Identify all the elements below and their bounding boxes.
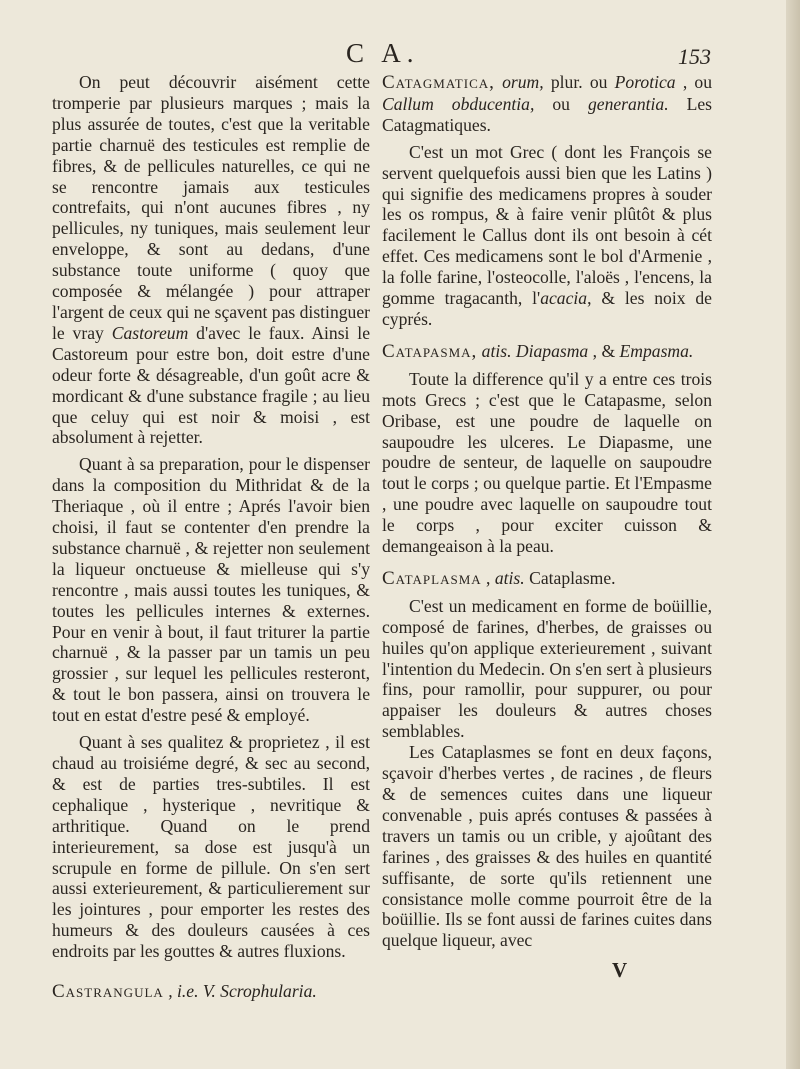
entry-text: , &: [592, 340, 616, 361]
running-header: C A.: [346, 38, 420, 68]
italic-term: atis.: [494, 567, 525, 588]
paragraph-text: On peut découvrir aisément cette tromperie par plusieurs marques ; mais la plus assurée de toutes, c'est que la veritable partie charnuë des testicules est remplie de fibres, & de pellicules naturelles, ce qui ne se rencontre jamais aux testicules contrefaits, qui n'ont aucunes fibres , ny pellicules, ny tuniques, mais seulement leur enveloppe, & sont au dedans, d'une substance toute uniforme ( quoy que composée & mélangée ) pour attraper l'argent de ceux qui ne sçavent pas distinguer le vray: [52, 72, 370, 343]
paragraph-text: C'est un mot Grec ( dont les François se servent quelquefois aussi bien que les Latins ) qui signifie des medicamens propres à souder les os rompus, & à faire venir plûtôt & plus facilement le Callus dont ils ont besoin à cét effet. Ces medicamens sont le bol d'Armenie , la folle farine, l'osteocolle, l'aloës , l'encens, la gomme tragacanth, l': [382, 141, 712, 309]
italic-term: atis. Diapasma: [481, 340, 589, 361]
italic-term: acacia: [540, 288, 588, 309]
italic-term: Porotica: [614, 72, 676, 92]
entry-catagmatica-head: [382, 72, 712, 136]
entry-castrangula: [52, 981, 370, 1003]
paragraph-text-end: d'avec le faux. Ainsi le Castoreum pour estre bon, doit estre d'une odeur forte & désagreable, d'un goût acre & mordicant & d'une substance fragile ; au lieu que celuy qui est noir & moisi , est absolument à rejetter.: [52, 322, 371, 448]
italic-term: Empasma.: [619, 340, 694, 361]
right-column: [382, 72, 712, 951]
entry-catapasma-head: [382, 341, 712, 363]
paragraph-qualities: Quant à ses qualitez & proprietez , il est chaud au troisiéme degré, & sec au second, & est de parties tres-subtiles. Il est cephalique , hysterique , nevritique & arthritique. Quand on le prend interieurement, sa dose est jusqu'à un scrupule en forme de pillule. On s'en sert aussi exterieurement, & particulierement sur les jointures , pour emporter les restes des humeurs & des douleurs causées à ces endroits par les gouttes & autres fluxions.: [52, 732, 370, 962]
left-column: [52, 72, 370, 1003]
entry-cataplasma-head: Cataplasma , atis. Cataplasme.: [382, 567, 616, 589]
italic-term: Castoreum: [111, 322, 189, 343]
paragraph-catapasma: Toute la difference qu'il y a entre ces trois mots Grecs ; c'est que le Catapasme, selon Oribase, est une poudre de laquelle on saupoudre les ulceres. Le Diapasme, une poudre de senteur, de laquelle on saupoudre tout le corps ; ou quelque partie. Et l'Empasme , une poudre avec laquelle on saupoudre tout le corps , pour exciter cuisson & demangeaison à la peau.: [382, 368, 712, 557]
paragraph-cataplasma-preparation: Les Cataplasmes se font en deux façons, sçavoir d'herbes vertes , de racines , de fleurs & de semences cuites dans une liqueur convenable , puis aprés contuses & passées à travers un tamis ou un crible, y ajoûtant des farines , des graisses & des huiles en quantité suffisante, de sorte qu'ils retiennent une consistance molle comme pourroit être de la boüillie. Ils se font aussi de farines cuites dans quelque liqueur, avec: [382, 742, 712, 951]
paragraph-preparation: Quant à sa preparation, pour le dispenser dans la composition du Mithridat & de la Theriaque , où il entre ; Aprés l'avoir bien choisi, il faut se contenter d'en prendre la substance charnuë , & rejetter non seulement la liqueur onctueuse & mielleuse qui s'y rencontre , mais aussi toutes les tuniques, & toutes les pellicules internes & externes. Pour en venir à bout, il faut triturer la partie charnuë , & la passer par un tamis un peu grossier , sur lequel les pellicules resteront, & tout le bon passera, ainsi on trouvera le tout en estat d'estre pesé & employé.: [52, 454, 370, 726]
italic-term: Callum obducentia,: [382, 93, 535, 114]
cross-reference: , i.e. V. Scrophularia.: [168, 981, 317, 1002]
paragraph-catagmatica: [382, 142, 712, 330]
catchword: V: [612, 958, 628, 982]
page-number: 153: [678, 44, 711, 69]
page-spine-shadow: [786, 0, 800, 1069]
italic-term: generantia.: [587, 93, 669, 114]
headword: Cataplasma: [382, 567, 482, 589]
entry-text: , ou: [682, 72, 713, 92]
headword: Castrangula: [52, 981, 164, 1003]
entry-text: Cataplasme.: [529, 567, 616, 588]
paragraph-cataplasma-definition: C'est un medicament en forme de boüillie, composé de farines, d'herbes, de graisses ou huiles qu'on applique exterieurement , suivant l'intention du Medecin. On s'en sert à plusieurs fins, pour ramollir, pour suppurer, ou pour appaiser les douleurs & autres choses semblables.: [382, 595, 712, 742]
entry-text: ou: [552, 93, 570, 114]
italic-term: orum,: [502, 72, 544, 92]
headword: Catapasma,: [382, 340, 478, 362]
entry-text: Les Catagmatiques.: [382, 93, 712, 135]
paragraph-text-end: , & les noix de cyprés.: [382, 288, 712, 329]
headword: Catagmatica,: [382, 72, 495, 93]
entry-text: plur. ou: [550, 72, 608, 92]
paragraph-castoreum-test: [52, 72, 370, 448]
